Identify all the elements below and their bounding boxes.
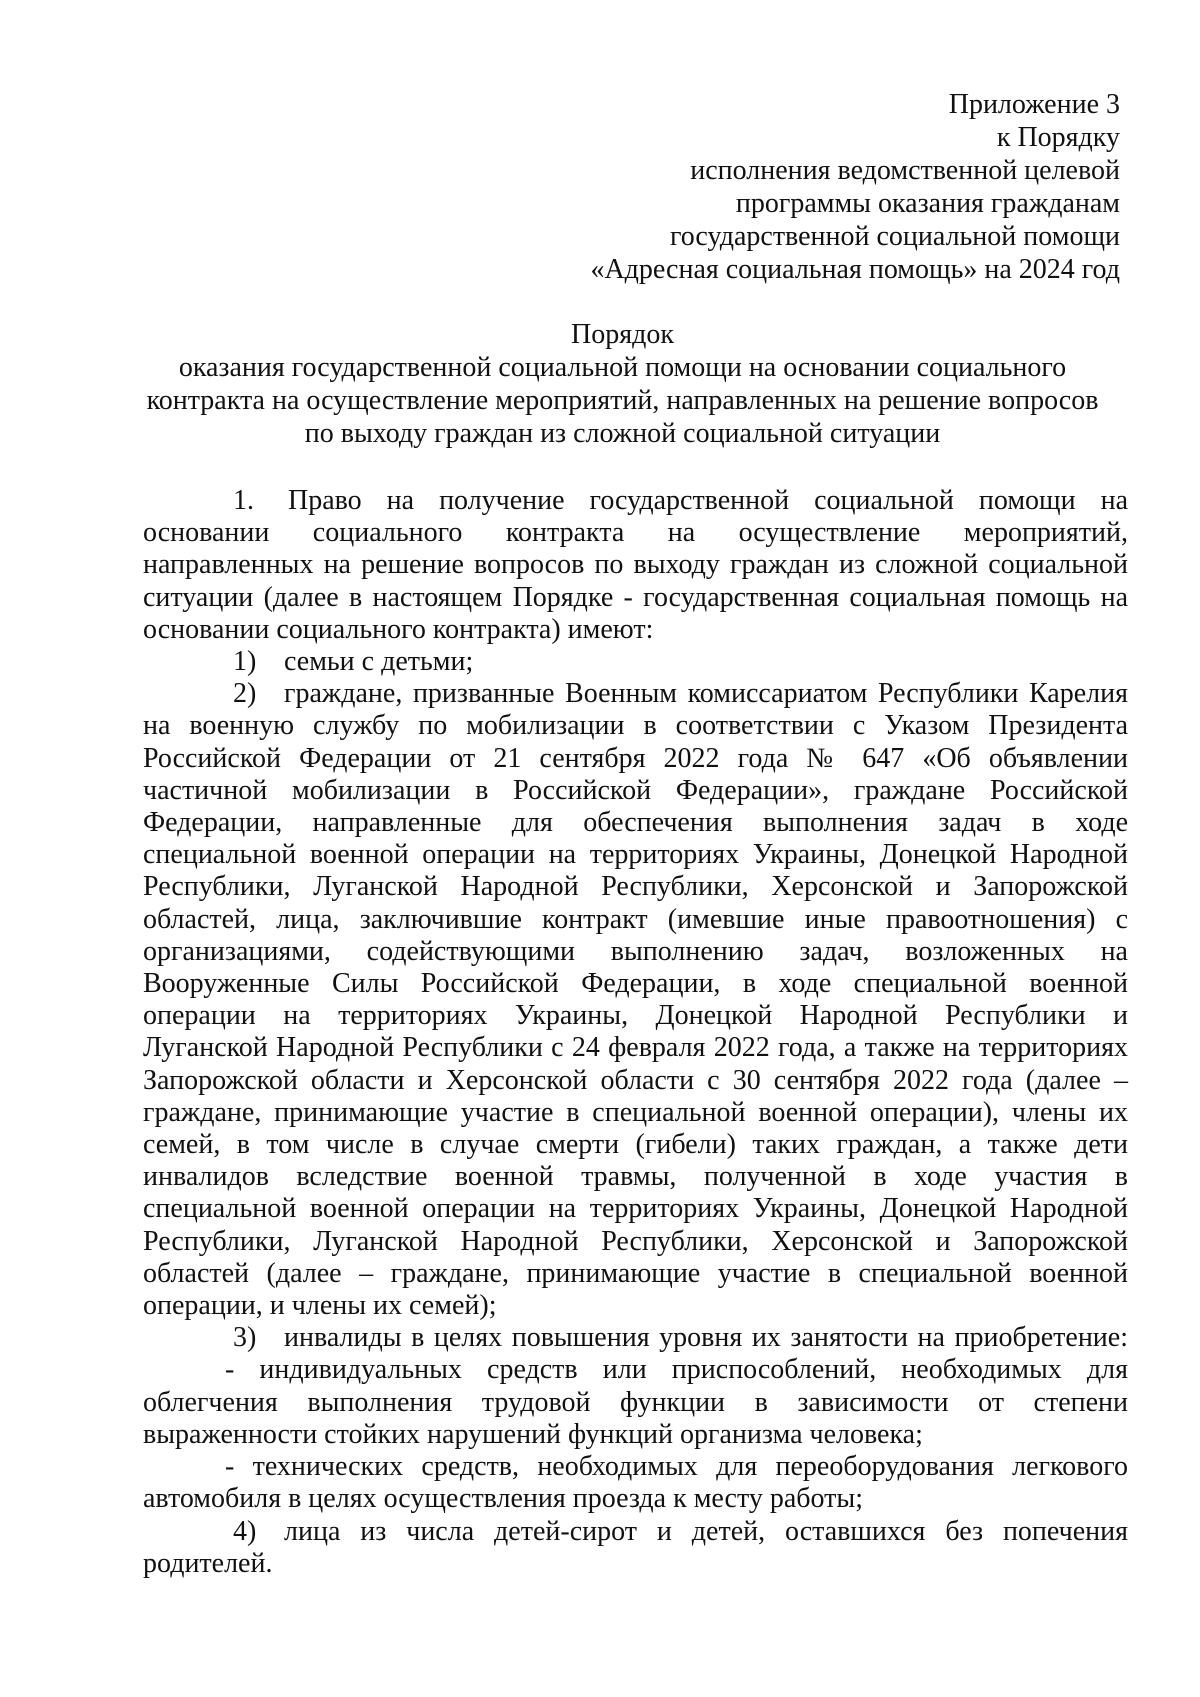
paragraph-line: основании социального контракта) имеют: xyxy=(143,613,654,645)
list-item-line: Российской Федерации от 21 сентября 2022 года № 647 «Об объявлении xyxy=(143,742,1128,774)
list-item-line: на военную службу по мобилизации в соответствии с Указом Президента xyxy=(143,710,1128,742)
list-item xyxy=(143,1322,1128,1354)
list-item-text: инвалиды в целях повышения уровня их занятости на приобретение: xyxy=(284,1322,1128,1354)
appendix-header xyxy=(590,88,1120,286)
list-item-line: Федерации, направленные для обеспечения выполнения задач в ходе xyxy=(143,807,1128,839)
appendix-line: Приложение 3 xyxy=(948,89,1120,120)
appendix-line: «Адресная социальная помощь» на 2024 год xyxy=(590,254,1120,285)
list-item-number: 3) xyxy=(233,1322,257,1354)
list-item-line: организациями, содействующими выполнению задач, возложенных на xyxy=(143,935,1128,967)
list-item-text: семьи с детьми; xyxy=(284,646,474,678)
title-line: по выходу граждан из сложной социальной ситуации xyxy=(304,418,941,449)
appendix-line: к Порядку xyxy=(996,122,1120,153)
list-item-line: Республики, Луганской Народной Республики, Херсонской и Запорожской xyxy=(143,871,1128,903)
list-item-number: 2) xyxy=(233,678,257,710)
list-item-line: граждане, принимающие участие в специальной военной операции), члены их xyxy=(143,1096,1128,1128)
list-item-number: 4) xyxy=(233,1515,257,1547)
list-item-line: Республики, Луганской Народной Республики, Херсонской и Запорожской xyxy=(143,1225,1128,1257)
list-item-line: операции на территориях Украины, Донецкой Народной Республики и xyxy=(143,1000,1128,1032)
list-item-line xyxy=(143,678,1128,710)
list-item-line xyxy=(143,1516,1128,1548)
list-item-number: 1) xyxy=(233,646,257,678)
paragraph-line: основании социального контракта на осуществление мероприятий, xyxy=(143,517,1128,549)
paragraph-line: направленных на решение вопросов по выходу граждан из сложной социальной xyxy=(143,549,1128,581)
list-item-line: частичной мобилизации в Российской Федерации», граждане Российской xyxy=(143,774,1128,806)
appendix-line: программы оказания гражданам xyxy=(735,188,1120,219)
list-item-line: специальной военной операции на территориях Украины, Донецкой Народной xyxy=(143,1193,1128,1225)
paragraph-text: Право на получение государственной социальной помощи на xyxy=(288,485,1128,516)
title-heading: Порядок xyxy=(571,319,674,350)
sub-item-line: - технических средств, необходимых для переоборудования легкового xyxy=(225,1451,1128,1483)
list-item-line: Запорожской области и Херсонской области с 30 сентября 2022 года (далее – xyxy=(143,1064,1128,1096)
list-item-line: областей, лица, заключившие контракт (имевшие иные правоотношения) с xyxy=(143,903,1128,935)
appendix-line: государственной социальной помощи xyxy=(669,221,1120,252)
list-item-line: специальной военной операции на территориях Украины, Донецкой Народной xyxy=(143,839,1128,871)
list-item-text: лица из числа детей-сирот и детей, оставшихся без попечения xyxy=(284,1515,1128,1547)
sub-item-line: - индивидуальных средств или приспособлений, необходимых для xyxy=(225,1354,1128,1386)
sub-item-line: выраженности стойких нарушений функций организма человека; xyxy=(143,1418,923,1450)
paragraph-line: ситуации (далее в настоящем Порядке - государственная социальная помощь на xyxy=(143,581,1128,613)
list-item-line: Луганской Народной Республики с 24 февраля 2022 года, а также на территориях xyxy=(143,1032,1128,1064)
paragraph-line xyxy=(143,485,1128,517)
title-line: оказания государственной социальной помощи на основании социального xyxy=(178,352,1067,383)
list-item-line: операции, и члены их семей); xyxy=(143,1290,497,1322)
list-item-line: областей (далее – граждане, принимающие участие в специальной военной xyxy=(143,1257,1128,1289)
sub-item-line: автомобиля в целях осуществления проезда к месту работы; xyxy=(143,1483,863,1515)
title-line: контракта на осуществление мероприятий, направленных на решение вопросов xyxy=(146,385,1099,416)
list-item-line: семей, в том числе в случае смерти (гибели) таких граждан, а также дети xyxy=(143,1129,1128,1161)
list-item xyxy=(143,646,1128,678)
list-item-line: Вооруженные Силы Российской Федерации, в ходе специальной военной xyxy=(143,968,1128,1000)
document-body xyxy=(143,485,1128,1580)
appendix-line: исполнения ведомственной целевой xyxy=(690,155,1120,186)
sub-item-line: облегчения выполнения трудовой функции в зависимости от степени xyxy=(143,1386,1128,1418)
list-item-line: родителей. xyxy=(143,1547,273,1579)
list-item-line: инвалидов вследствие военной травмы, полученной в ходе участия в xyxy=(143,1161,1128,1193)
document-title xyxy=(130,318,1115,450)
list-item-text: граждане, призванные Военным комиссариатом Республики Карелия xyxy=(284,678,1128,710)
paragraph-number: 1. xyxy=(233,485,254,516)
